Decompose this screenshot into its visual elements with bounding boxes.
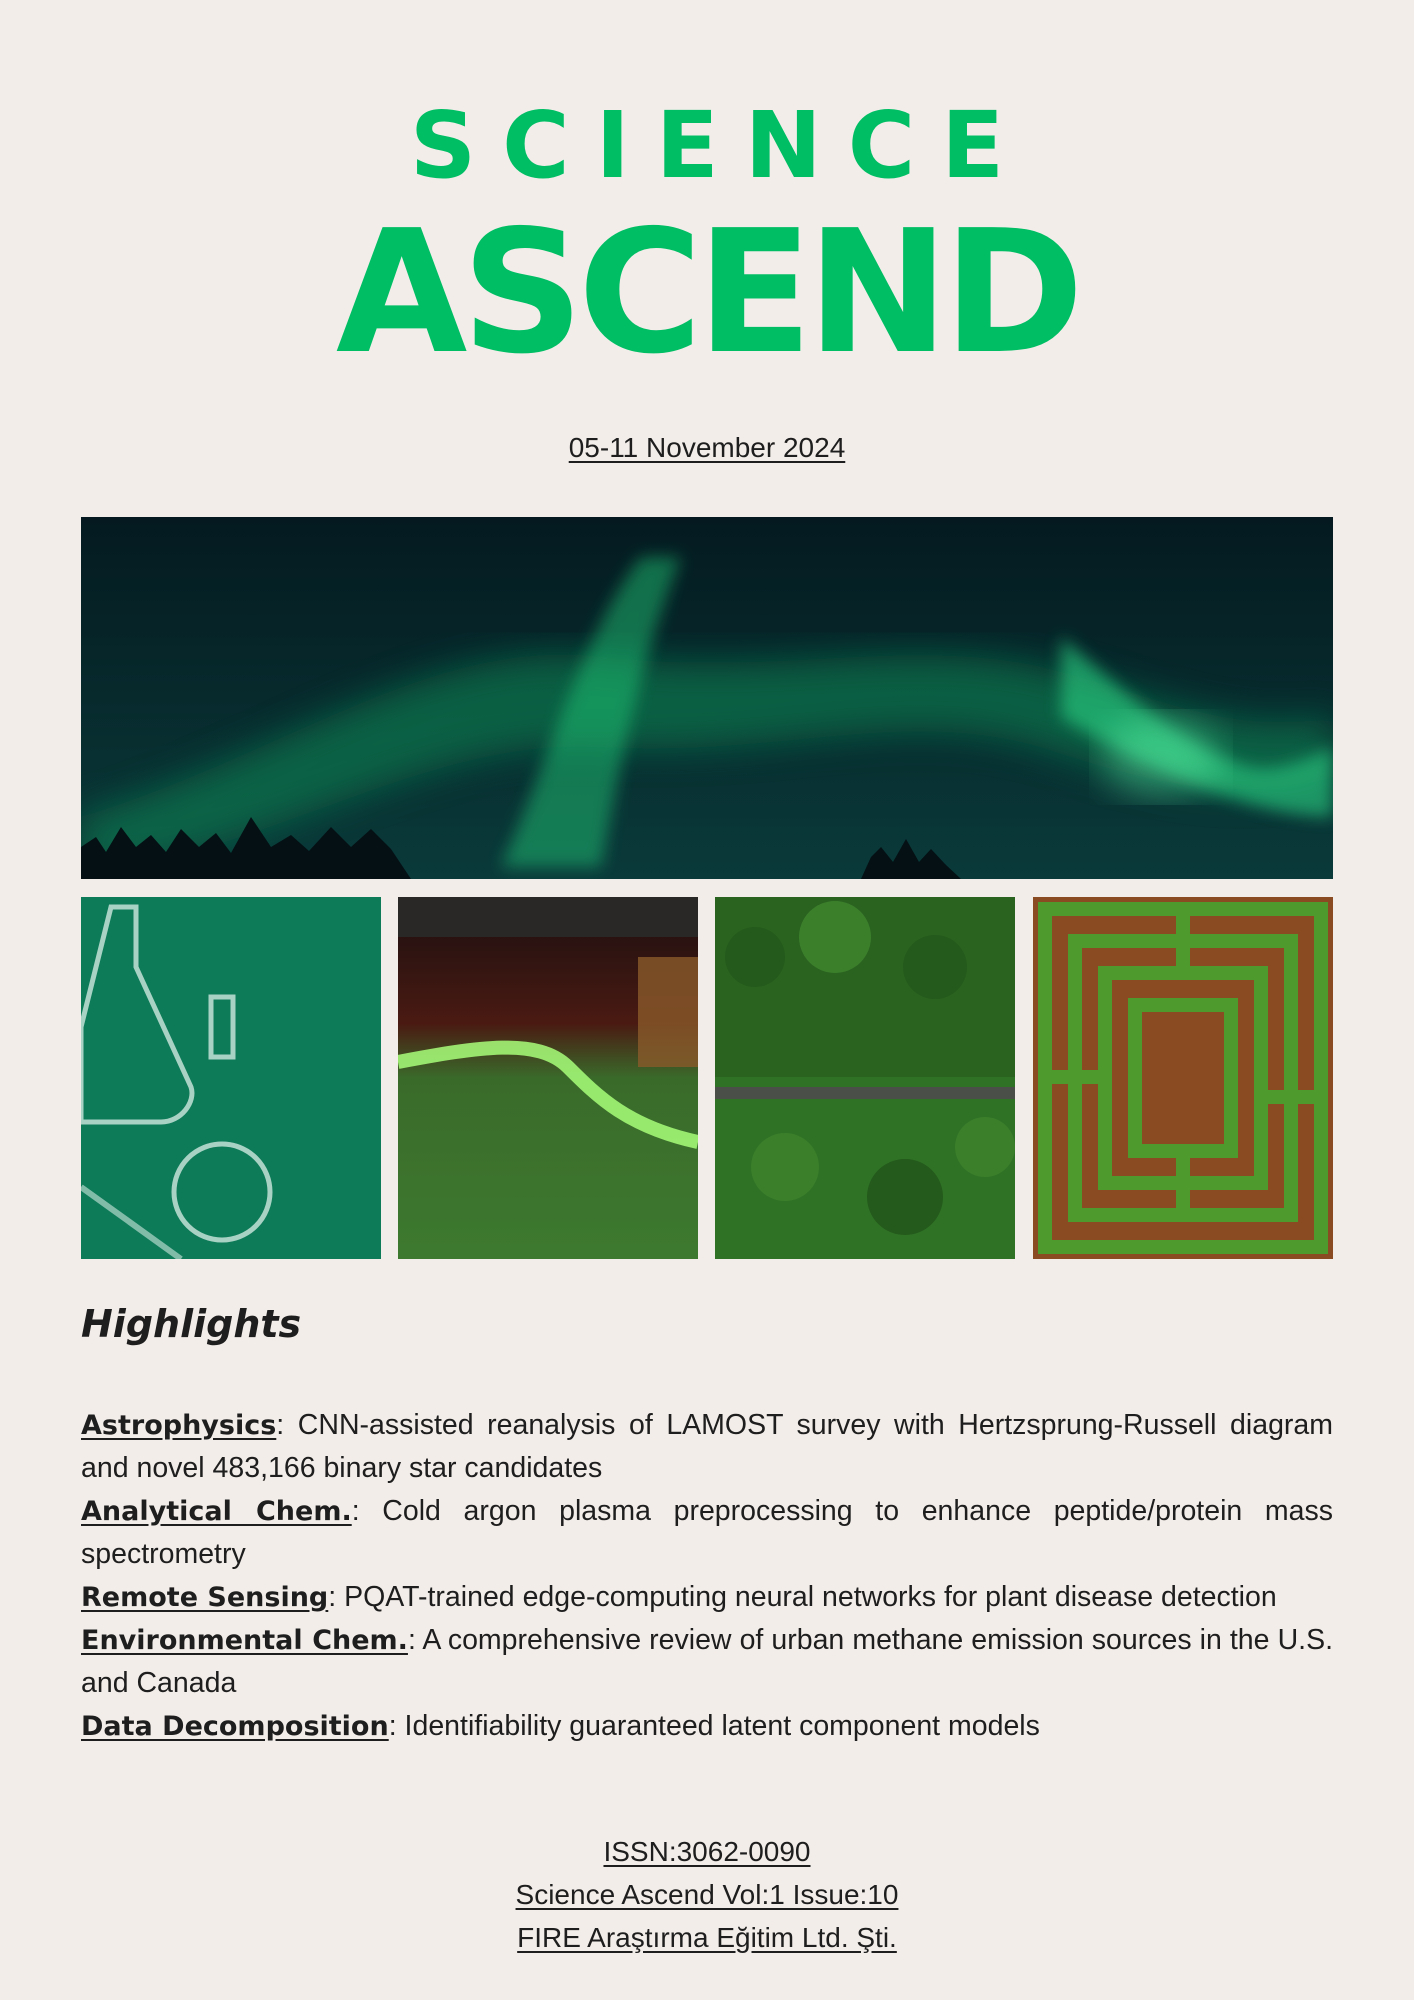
highlights-heading: Highlights bbox=[81, 1302, 302, 1346]
highlight-topic: Environmental Chem. bbox=[81, 1625, 408, 1656]
highlight-separator: : bbox=[351, 1495, 360, 1527]
volume-label: Science Ascend Vol:1 Issue:10 bbox=[515, 1879, 899, 1910]
tile-forest-road-image bbox=[715, 897, 1015, 1259]
highlight-text: Cold argon plasma preprocessing to enhance peptide/protein mass spectrometry bbox=[81, 1495, 1334, 1570]
highlight-separator: : bbox=[276, 1409, 285, 1441]
highlight-item bbox=[81, 1705, 1333, 1748]
publisher-label: FIRE Araştırma Eğitim Ltd. Şti. bbox=[517, 1922, 897, 1953]
masthead-kicker: SCIENCE bbox=[409, 92, 1031, 199]
highlight-text: PQAT-trained edge-computing neural networks for plant disease detection bbox=[336, 1581, 1277, 1613]
highlight-text: CNN-assisted reanalysis of LAMOST survey with Hertzsprung-Russell diagram and novel 483,166 binary star candidates bbox=[81, 1409, 1333, 1484]
highlight-separator: : bbox=[407, 1624, 416, 1656]
issue-date: 05-11 November 2024 bbox=[568, 432, 846, 463]
highlights-list bbox=[81, 1404, 1333, 1748]
hero-aurora-image bbox=[81, 517, 1333, 879]
highlight-item bbox=[81, 1619, 1333, 1705]
highlight-item bbox=[81, 1404, 1333, 1490]
tile-lab-glassware-image bbox=[81, 897, 381, 1259]
tile-hedge-maze-image bbox=[1033, 897, 1333, 1259]
highlight-topic: Astrophysics bbox=[81, 1410, 277, 1441]
highlight-topic: Data Decomposition bbox=[81, 1711, 389, 1742]
highlight-item bbox=[81, 1490, 1333, 1576]
footer bbox=[0, 1830, 1414, 1959]
masthead-title: ASCEND bbox=[335, 194, 1079, 392]
highlight-item bbox=[81, 1576, 1333, 1619]
highlight-separator: : bbox=[328, 1581, 337, 1613]
highlight-topic: Analytical Chem. bbox=[81, 1496, 352, 1527]
highlight-topic: Remote Sensing bbox=[81, 1582, 329, 1613]
tile-aurora-from-space-image bbox=[398, 897, 698, 1259]
highlight-separator: : bbox=[388, 1710, 397, 1742]
highlight-text: A comprehensive review of urban methane emission sources in the U.S. and Canada bbox=[81, 1624, 1333, 1699]
highlight-text: Identifiability guaranteed latent component models bbox=[396, 1710, 1040, 1742]
issn-label: ISSN:3062-0090 bbox=[603, 1836, 811, 1867]
